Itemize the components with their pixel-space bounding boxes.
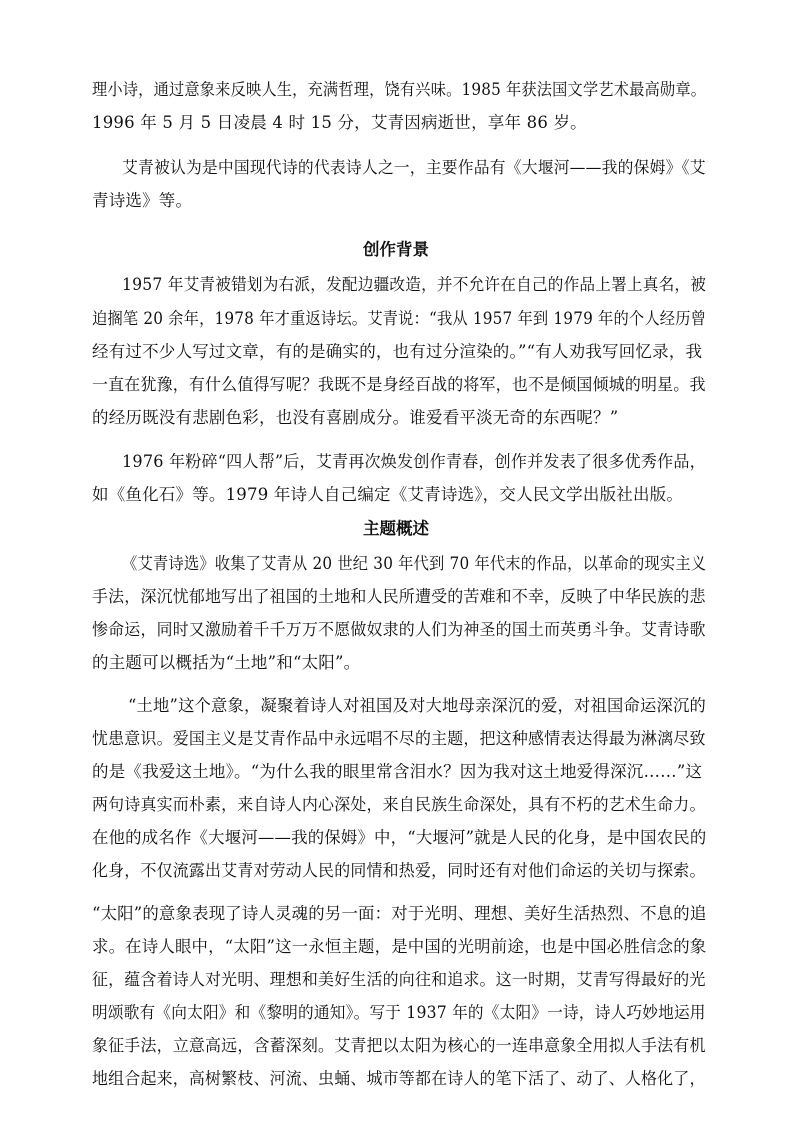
paragraph-line: “太阳”的意象表现了诗人灵魂的另一面：对于光明、理想、美好生活热烈、不息的追 — [92, 904, 707, 923]
paragraph-line: 惨命运，同时又激励着千千万万不愿做奴隶的人们为神圣的国土而英勇斗争。艾青诗歌 — [92, 620, 706, 639]
rep-line: 艾青被认为是中国现代诗的代表诗人之一，主要作品有《大堰河——我的保姆》《艾 — [122, 158, 706, 177]
paragraph-line: 的经历既没有悲剧色彩，也没有喜剧成分。谁爱看平淡无奇的东西呢？” — [92, 408, 619, 427]
section-heading: 创作背景 — [363, 240, 429, 259]
paragraph-line: 的是《我爱这土地》。“为什么我的眼里常含泪水？因为我对这土地爱得深沉……”这 — [92, 762, 703, 781]
paragraph-line: 象征手法，立意高远，含蓄深刻。艾青把以太阳为核心的一连串意象全用拟人手法有机 — [92, 1036, 706, 1055]
section-heading: 主题概述 — [363, 519, 429, 538]
paragraph-line: 求。在诗人眼中，“太阳”这一永恒主题，是中国的光明前途，也是中国必胜信念的象 — [92, 937, 707, 956]
paragraph-line: 迫搁笔 20 余年，1978 年才重返诗坛。艾青说：“我从 1957 年到 1979 年的个人经历曾 — [92, 309, 707, 328]
paragraph-line: 地组合起来，高树繁枝、河流、虫蛹、城市等都在诗人的笔下活了、动了、人格化了， — [92, 1069, 706, 1088]
paragraph-line: 《艾青诗选》收集了艾青从 20 世纪 30 年代到 70 年代末的作品，以革命的现实主义 — [122, 554, 707, 573]
intro-line: 1996 年 5 月 5 日凌晨 4 时 15 分，艾青因病逝世，享年 86 岁。 — [92, 113, 587, 132]
paragraph-line: 的主题可以概括为“土地”和“太阳”。 — [92, 653, 361, 672]
paragraph-line: 如《鱼化石》等。1979 年诗人自己编定《艾青诗选》，交人民文学出版社出版。 — [92, 485, 684, 504]
rep-line: 青诗选》等。 — [92, 191, 193, 210]
paragraph-line: 明颂歌有《向太阳》和《黎明的通知》。写于 1937 年的《太阳》一诗，诗人巧妙地运用 — [92, 1003, 706, 1022]
paragraph-line: 征，蕴含着诗人对光明、理想和美好生活的向往和追求。这一时期，艾青写得最好的光 — [92, 970, 706, 989]
paragraph-line: 化身，不仅流露出艾青对劳动人民的同情和热爱，同时还有对他们命运的关切与探索。 — [92, 861, 706, 880]
intro-line: 理小诗，通过意象来反映人生，充满哲理，饶有兴味。1985 年获法国文学艺术最高勋章。 — [92, 80, 707, 99]
paragraph-line: “土地”这个意象，凝聚着诗人对祖国及对大地母亲深沉的爱，对祖国命运深沉的 — [128, 696, 707, 715]
paragraph-line: 在他的成名作《大堰河——我的保姆》中，“大堰河”就是人民的化身，是中国农民的 — [92, 828, 707, 847]
paragraph-line: 两句诗真实而朴素，来自诗人内心深处，来自民族生命深处，具有不朽的艺术生命力。 — [92, 795, 706, 814]
paragraph-line: 忧患意识。爱国主义是艾青作品中永远唱不尽的主题，把这种感情表达得最为淋漓尽致 — [92, 729, 706, 748]
paragraph-line: 一直在犹豫，有什么值得写呢？我既不是身经百战的将军，也不是倾国倾城的明星。我 — [92, 375, 706, 394]
paragraph-line: 经有过不少人写过文章，有的是确实的，也有过分渲染的。”“有人劝我写回忆录，我 — [92, 342, 703, 361]
paragraph-line: 1957 年艾青被错划为右派，发配边疆改造，并不允许在自己的作品上署上真名，被 — [122, 275, 707, 294]
paragraph-line: 1976 年粉碎“四人帮”后，艾青再次焕发创作青春，创作并发表了很多优秀作品， — [122, 452, 706, 471]
paragraph-line: 手法，深沉忧郁地写出了祖国的土地和人民所遭受的苦难和不幸，反映了中华民族的悲 — [92, 587, 706, 606]
